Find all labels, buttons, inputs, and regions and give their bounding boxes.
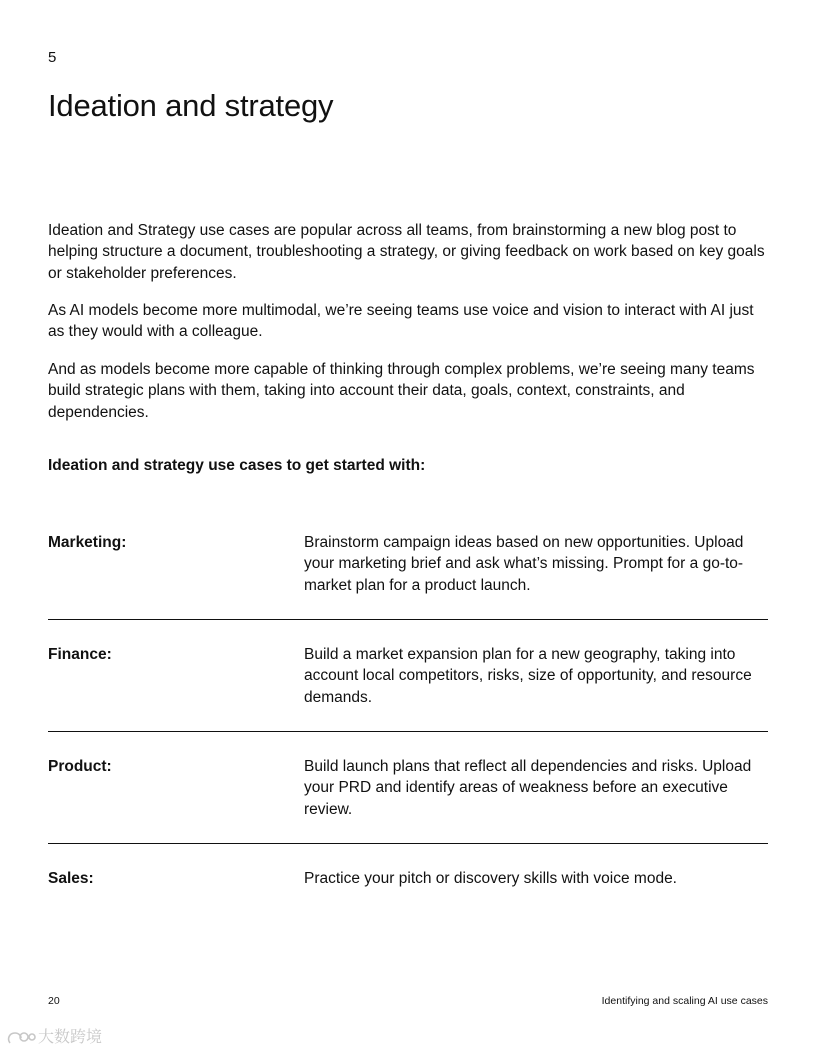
use-case-team: Sales: <box>48 870 94 887</box>
row-divider <box>48 731 768 732</box>
footer-document-title: Identifying and scaling AI use cases <box>601 995 768 1007</box>
use-cases-subheading: Ideation and strategy use cases to get started with: <box>48 457 426 474</box>
page-title: Ideation and strategy <box>48 88 334 123</box>
use-case-team: Finance: <box>48 646 112 663</box>
watermark-text: 大数跨境 <box>38 1029 103 1046</box>
footer-page-number: 20 <box>48 995 60 1007</box>
use-case-description: Practice your pitch or discovery skills with voice mode. <box>304 870 677 887</box>
intro-paragraph-3: And as models become more capable of thinking through complex problems, we’re seeing many teams build strategic plans with them, taking into account their data, goals, context, constraints, and dependencies. <box>48 361 755 421</box>
use-case-description: Build launch plans that reflect all dependencies and risks. Upload your PRD and identify areas of weakness before an executive review. <box>304 758 752 818</box>
use-case-team: Product: <box>48 758 112 775</box>
section-number: 5 <box>48 49 57 66</box>
intro-paragraph-1: Ideation and Strategy use cases are popular across all teams, from brainstorming a new blog post to helping structure a document, troubleshooting a strategy, or giving feedback on work based on key goals or stakeholder preferences. <box>48 222 765 282</box>
row-divider <box>48 843 768 844</box>
intro-paragraph-2: As AI models become more multimodal, we’re seeing teams use voice and vision to interact with AI just as they would with a colleague. <box>48 302 754 341</box>
watermark <box>6 1028 102 1048</box>
use-case-team: Marketing: <box>48 534 127 551</box>
watermark-logo-icon <box>6 1029 36 1047</box>
use-case-description: Brainstorm campaign ideas based on new opportunities. Upload your marketing brief and ask what’s missing. Prompt for a go-to-market plan for a product launch. <box>304 534 744 594</box>
use-case-description: Build a market expansion plan for a new geography, taking into account local competitors, risks, size of opportunity, and resource demands. <box>304 646 752 706</box>
row-divider <box>48 619 768 620</box>
